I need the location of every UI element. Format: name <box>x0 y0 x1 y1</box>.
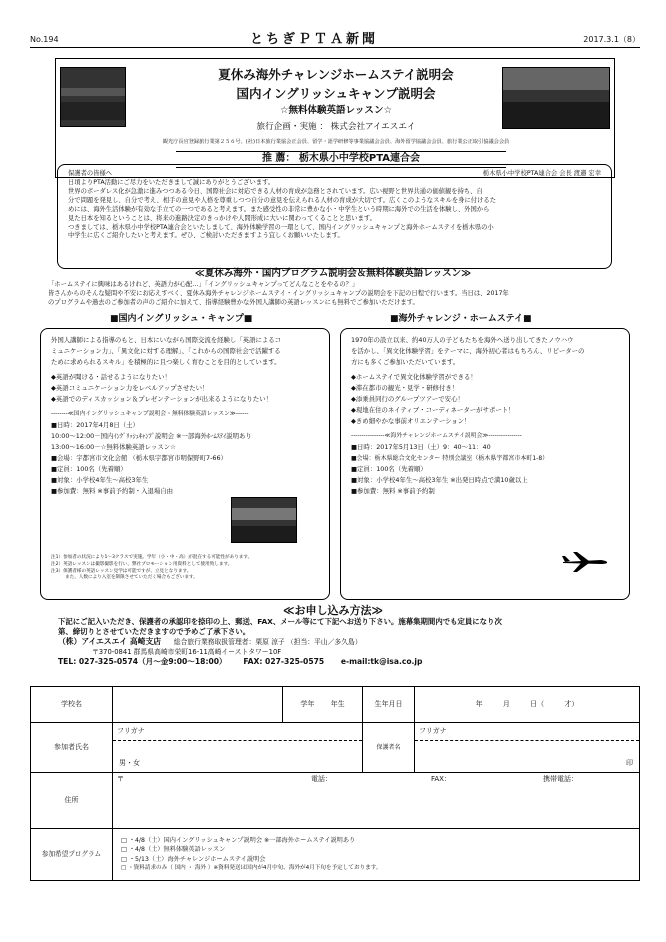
photo-lesson <box>231 497 297 543</box>
guardian-furigana: フリガナ <box>415 725 639 741</box>
camp-intro-line: ミュニケーション力」、「異文化に対する理解」、「これからの国際社会で活躍する <box>51 347 281 355</box>
camp-session-heading: --------≪国内イングリッシュキャンプ説明会・無料体験英語レッスン≫------ <box>51 411 249 417</box>
fax-label: FAX： <box>431 775 451 783</box>
camp-bullet: ◆英語コミュニケーション力をレベルアップさせたい！ <box>51 384 209 392</box>
grade-class-label: 年生 <box>330 700 345 709</box>
greeting-salutation: 保護者の皆様へ <box>68 170 113 177</box>
option-free-lesson[interactable]: □ ・4/8（土）無料体験英語レッスン <box>121 846 226 853</box>
greeting-signature: 栃木県小中学校PTA連合会 会長 渡邉 宏幸 <box>482 170 601 177</box>
homestay-bullet: ◆滞在都市の観光・見学・研修付き！ <box>351 384 459 392</box>
newspaper-title: とちぎＰＴＡ新聞 <box>250 32 379 47</box>
homestay-intro-line: 方にも多くご参加いただいています。 <box>351 358 460 366</box>
greeting-line: 見た日本を知るということは、将来の進路決定のきっかけや人間形成に大いに関わってくることと思います。 <box>68 214 376 222</box>
program-options <box>113 829 640 881</box>
hero-banner <box>55 58 615 178</box>
hero-title-homestay: 夏休み海外チャレンジホームステイ説明会 <box>218 67 454 82</box>
camp-time-1: 10:00～12:00－国内ｲﾝｸﾞﾘｯｼｭｷｬﾝﾌﾟ説明会 ※一部海外ﾎｰﾑｽﾃｲ説明あり <box>51 432 252 440</box>
camp-capacity: ■定員：100名（先着順） <box>51 465 127 473</box>
homestay-bullet: ◆ホームステイで異文化体験学習ができる！ <box>351 373 477 381</box>
program-line: のプログラムや過去のご参加者の声のご紹介に加えて、指導経験豊かな外国人講師の英語レッスンにも無料でご参加いただけます。 <box>48 298 419 306</box>
camp-intro-line: ために求められるスキル」を積極的に且つ楽しく育むことを目的としています。 <box>51 358 281 366</box>
greeting-line: 日頃よりPTA活動にご尽力をいただきまして誠にありがとうございます。 <box>68 179 275 186</box>
company-manager: 総合旅行業務取扱管理者：栗原 涼子 （担当：平山／多久島） <box>173 638 362 646</box>
camp-note: 注3）保護者様の英語レッスン見学は可能ですが、立見となります。 <box>51 568 192 574</box>
greeting-box <box>57 164 612 269</box>
homestay-bullet: ◆現地在住のネイティブ・コーディネーターがサポート！ <box>351 406 515 414</box>
option-brochure-request[interactable]: □ ・資料請求のみ（ 国内 ・ 海外 ）※資料発送は国内が4月中旬、海外が4月下旬を予定しております。 <box>121 865 382 871</box>
hero-license: 観光庁長官登録旅行業第２５６号、(社)日本旅行業協会正会員、留学・語学研修等事業協議会会員、海外留学協議会会員、旅行業公正取引協議会会員 <box>162 139 510 145</box>
hero-title-camp: 国内イングリッシュキャンプ説明会 <box>236 86 436 101</box>
application-form <box>30 686 640 881</box>
participant-furigana: フリガナ <box>113 725 362 741</box>
issue-number: No.194 <box>30 35 59 44</box>
address-input[interactable] <box>113 773 640 829</box>
greeting-line: 世界のボーダレス化が急激に進みつつある今日、国際社会に対応できる人材の育成が急務とされています。広い視野と世界共通の価値観を持ち、自 <box>68 187 483 195</box>
photo-audience <box>60 67 126 127</box>
program-select-label: 参加希望プログラム <box>31 829 113 881</box>
company-name: （株）アイエスエイ 高崎支店 <box>58 637 162 646</box>
homestay-venue: ■会場：栃木県総合文化センター 特別会議室（栃木県宇都宮市本町1-8） <box>351 455 549 462</box>
postal-mark: 〒 <box>117 775 124 783</box>
airplane-icon <box>561 551 609 573</box>
homestay-intro-line: を活かし、「異文化体験学習」をテーマに、海外初心者はもちろん、リピーターの <box>351 347 585 355</box>
company-tel[interactable]: TEL: 027-325-0574（月～金9:00～18:00） <box>58 657 227 666</box>
camp-bullet: ◆英語が聞ける・話せるようになりたい！ <box>51 373 171 381</box>
school-label: 学校名 <box>31 687 113 723</box>
greeting-line: めには、海外生活体験が有効な手立ての一つであると考えます。また感受性の非常に豊かな小・中学生という時期に海外での生活を体験し、外国から <box>68 205 490 213</box>
photo-classroom <box>502 67 610 129</box>
apply-line: 第、締切りとさせていただきますので予めご了承下さい。 <box>58 627 251 636</box>
guardian-input[interactable] <box>415 723 640 773</box>
hero-organizer: 旅行企画・実施 ： 株式会社アイエスエイ <box>256 122 416 132</box>
homestay-date: ■日時：2017年5月13日（土）9：40～11：40 <box>351 443 491 451</box>
mobile-label: 携帯電話： <box>543 775 578 783</box>
participant-input[interactable] <box>113 723 363 773</box>
program-lede <box>48 281 509 308</box>
camp-date: ■日時：2017年4月8日（土） <box>51 421 139 429</box>
apply-line: 下記にご記入いただき、保護者の承認印を捺印の上、郵送、FAX、メール等にて下記へお送り下さい。施幕集期間内でも定員になり次 <box>58 617 502 626</box>
birthday-input[interactable]: 年 月 日（ 才） <box>415 687 640 723</box>
homestay-target: ■対象：小学校4年生～高校3年生 ※出発日時点で満10歳以上 <box>351 476 528 484</box>
camp-bullet: ◆英語でのディスカッション＆プレゼンテーションが出来るようになりたい！ <box>51 395 272 403</box>
phone-label: 電話： <box>311 775 332 783</box>
birthday-label: 生年月日 <box>363 687 415 723</box>
camp-fee: ■参加費：無料 ※事前予約制・入退場自由 <box>51 487 174 495</box>
homestay-intro-line: 1970年の設立以来、約40万人の子どもたちを海外へ送り出してきたノウハウ <box>351 336 574 344</box>
school-input[interactable] <box>113 687 283 723</box>
company-fax: FAX: 027-325-0575 <box>243 657 325 666</box>
camp-title: ■国内イングリッシュ・キャンプ■ <box>110 314 253 324</box>
homestay-panel <box>340 328 630 600</box>
program-heading: ≪夏休み海外・国内プログラム説明会＆無料体験英語レッスン≫ <box>194 268 472 279</box>
homestay-capacity: ■定員：100名（先着順） <box>351 465 427 473</box>
camp-note: 注2）英語レッスンは撮影撮影を行い、弊社プロモーション用資料として使用致します。 <box>51 561 233 567</box>
camp-note: 注1）参加者の状況により1～3クラスで実施。学年（小・中・高）が混在する可能性があります。 <box>51 555 253 560</box>
program-line: 皆さんからのそんな疑問や不安にお応えすべく、夏休み海外チャレンジホームステイ・イングリッシュキャンプの説明会を下記の日程で行います。当日は、2017年 <box>48 289 509 297</box>
homestay-bullet: ◆きめ細やかな事前オリエンテーション！ <box>351 417 471 425</box>
apply-title: ≪お申し込み方法≫ <box>282 604 384 617</box>
address-label: 住所 <box>31 773 113 829</box>
camp-venue: ■会場：宇都宮市文化会館 （栃木県宇都宮市明保野町7-66） <box>51 454 227 462</box>
masthead <box>30 32 640 48</box>
homestay-title: ■海外チャレンジ・ホームステイ■ <box>390 314 532 324</box>
apply-section <box>58 617 638 667</box>
gender-option[interactable]: 男・女 <box>119 758 140 767</box>
homestay-bullet: ◆添乗員同行のグループツアーで安心！ <box>351 395 464 403</box>
homestay-fee: ■参加費：無料 ※事前予約制 <box>351 487 435 495</box>
grade-input[interactable] <box>283 687 363 723</box>
hero-title-lesson: ☆無料体験英語レッスン☆ <box>280 105 392 116</box>
sponsor-label: 推 薦： <box>261 153 296 164</box>
camp-target: ■対象：小学校4年生～高校3年生 <box>51 476 149 484</box>
grade-year-label: 学年 <box>300 700 315 709</box>
homestay-session-heading: ----------------≪海外チャレンジホームステイ説明会≫---------------- <box>351 433 522 439</box>
issue-date: 2017.3.1（8） <box>583 35 640 44</box>
greeting-line: 分で問題を発見し、自分で考え、相手の意見や人格を尊重しつつ自分の意見を伝えられる人材の育成が大切です。広くこのようなスキルを身に付けるた <box>68 196 496 204</box>
option-camp-briefing[interactable]: □ ・4/8（土）国内イングリッシュキャンプ説明会 ※一部海外ホームステイ説明あり <box>121 836 356 844</box>
seal-mark: 印 <box>626 758 633 767</box>
camp-time-2: 13:00～16:00－☆無料体験英語レッスン☆ <box>51 443 176 451</box>
camp-note: また、人数により入室を制限させていただく場合もございます。 <box>65 575 198 581</box>
sponsor-name: 栃木県小中学校PTA連合会 <box>298 153 421 164</box>
company-address: 〒370-0841 群馬県高崎市栄町16-11高崎イーストタワー10F <box>92 648 282 656</box>
program-line: 「ホームステイに興味はあるけれど、英語力が心配…」「イングリッシュキャンプってどんなことをやるの？」 <box>48 281 359 288</box>
company-email[interactable]: e-mail:tk@isa.co.jp <box>340 657 423 666</box>
greeting-line: 中学生に広くご紹介したいと考えます。ぜひ、ご検討いただきますよう宜しくお願いいたします。 <box>68 232 344 240</box>
camp-intro-line: 外国人講師による指導のもと、日本にいながら国際交流を経験し「英語によるコ <box>51 336 282 344</box>
participant-label: 参加者氏名 <box>31 723 113 773</box>
camp-panel <box>40 328 330 600</box>
camp-notes <box>51 555 252 582</box>
greeting-line: つきましては、栃木県小中学校PTA連合会といたしまして、海外体験学習の一環として、国内イングリッシュキャンプと海外ホームステイを栃木県の小 <box>68 223 494 231</box>
guardian-label: 保護者名 <box>363 723 415 773</box>
option-homestay-briefing[interactable]: □ ・5/13（土）海外チャレンジホームステイ説明会 <box>121 855 266 863</box>
